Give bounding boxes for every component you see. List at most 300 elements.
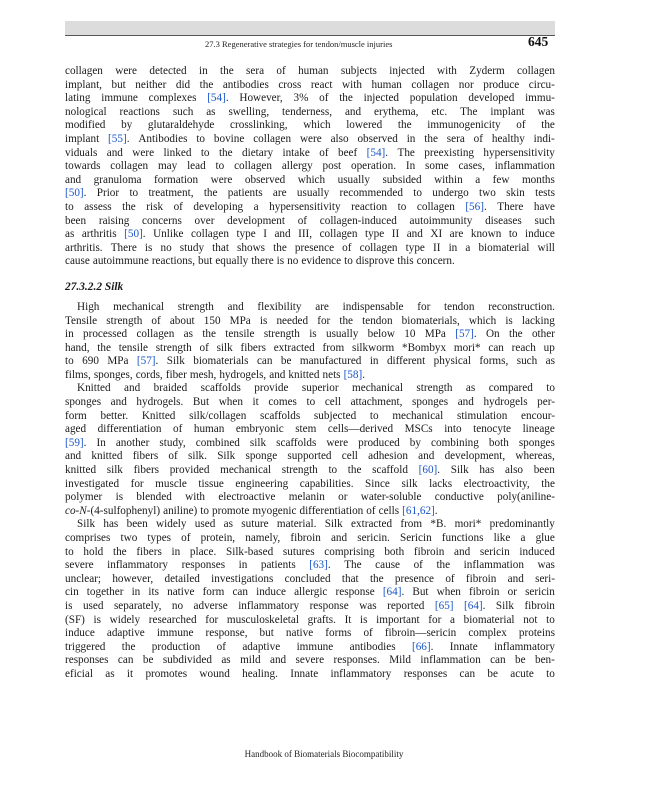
word: of: [173, 200, 183, 213]
body-text: [65, 65, 555, 682]
word: mechanical: [113, 300, 165, 313]
word: conductive: [434, 491, 484, 504]
word: were: [115, 65, 137, 77]
word: its: [148, 586, 159, 599]
word: electroactivity,: [463, 477, 530, 490]
word: It: [344, 613, 352, 626]
word: muscle: [155, 477, 187, 490]
word: of: [342, 241, 352, 254]
word: material.: [276, 518, 317, 531]
word: collagen: [319, 228, 358, 241]
word: induce: [525, 228, 555, 241]
word: months: [521, 173, 555, 186]
citation-link[interactable]: [63]: [309, 559, 328, 572]
word: the: [220, 65, 234, 77]
word: Since: [365, 477, 390, 490]
word: polymer: [65, 491, 103, 504]
word: mori*: [454, 518, 482, 531]
word: 10: [404, 328, 416, 341]
word: sericin.: [357, 532, 390, 544]
word: strength: [263, 328, 300, 341]
text-line: [65, 382, 555, 396]
word: which: [303, 119, 331, 132]
word: to: [397, 200, 407, 213]
word: autoimmunity: [409, 214, 473, 227]
word: MSCs: [404, 423, 433, 436]
word: collagen: [411, 78, 450, 91]
word: detected: [149, 65, 187, 77]
word: [54].: [207, 92, 229, 105]
word: scaffold: [372, 464, 408, 477]
word: widely: [156, 518, 187, 531]
word: modified: [65, 119, 106, 132]
word: type: [364, 228, 385, 241]
word: sericin: [479, 545, 510, 558]
word: can: [232, 586, 248, 599]
word: there: [251, 255, 274, 268]
word: ben-: [535, 654, 555, 667]
text-line: [65, 654, 555, 668]
word: knitted: [65, 464, 97, 477]
word: glutaraldehyde: [147, 119, 215, 132]
word: extracted: [351, 518, 393, 531]
citation-link[interactable]: [50]: [65, 187, 84, 200]
word: has: [103, 518, 119, 531]
word: as: [545, 355, 555, 368]
word: [54].: [366, 146, 389, 159]
word: silk: [249, 436, 267, 449]
word: it: [126, 667, 134, 680]
text-line: [65, 546, 555, 560]
word: investigations: [211, 572, 274, 585]
word: 3%: [293, 92, 309, 105]
word: II: [391, 228, 400, 241]
citation-link[interactable]: [58]: [343, 368, 363, 381]
word: also: [330, 132, 349, 145]
word: seri-: [535, 572, 555, 585]
word: 150: [203, 314, 221, 327]
word: can: [459, 667, 476, 680]
word: equally: [215, 255, 249, 268]
word: the: [112, 545, 127, 558]
text-line: [65, 315, 555, 329]
word: to: [65, 200, 74, 213]
word: sutures: [282, 545, 315, 558]
word: severe: [295, 654, 325, 667]
word: musculoskeletal: [226, 613, 299, 626]
word: collagen: [136, 328, 175, 341]
word: was: [537, 105, 555, 118]
word: whereas,: [515, 450, 555, 463]
word: presence: [294, 241, 335, 254]
word: tenocyte: [473, 423, 512, 436]
word: to: [306, 396, 316, 409]
word: attachment,: [350, 396, 403, 409]
word: strength: [106, 314, 143, 327]
citation-link[interactable]: [50]: [124, 228, 143, 241]
word: [60].: [418, 464, 441, 477]
word: in: [198, 65, 208, 77]
citation-link[interactable]: [56]: [465, 200, 484, 213]
word: inflammation: [494, 160, 555, 173]
word: usually: [325, 328, 359, 341]
word: sponges: [518, 436, 555, 449]
word: healing.: [242, 667, 278, 680]
word: There: [497, 200, 524, 213]
word: autoimmune: [92, 255, 149, 268]
citation-link[interactable]: [54]: [207, 92, 226, 105]
word: different: [386, 355, 426, 368]
word: the: [339, 92, 353, 105]
word: the: [339, 314, 354, 327]
word: water-soluble: [360, 491, 422, 504]
word: as: [65, 228, 75, 241]
word: promote: [212, 504, 250, 517]
word: predominantly: [489, 518, 555, 531]
citation-link[interactable]: [57]: [136, 355, 156, 368]
word: hydrogels: [483, 396, 528, 409]
word: aniline): [163, 504, 198, 517]
word: biomaterial: [478, 241, 530, 254]
word: superior: [301, 382, 339, 395]
word: are: [449, 228, 464, 241]
word: tendon: [362, 314, 393, 327]
word: researched: [148, 613, 197, 626]
word: blended: [136, 491, 172, 504]
word: However,: [239, 92, 283, 105]
word: as: [183, 328, 193, 341]
word: by: [409, 436, 421, 449]
word: in: [448, 241, 458, 254]
word: known: [470, 228, 502, 241]
word: implant,: [65, 78, 102, 91]
word: lacking: [521, 314, 555, 327]
word: few: [492, 173, 510, 186]
word: responses: [65, 654, 109, 667]
word: in: [171, 545, 181, 558]
header-rule: [65, 35, 555, 36]
word: sponges: [65, 396, 102, 409]
word: and: [274, 228, 291, 241]
word: [56].: [465, 200, 487, 213]
word: *B.: [430, 518, 447, 531]
word: silk/collagen: [189, 409, 247, 422]
word: acute: [510, 667, 534, 680]
word: forms: [325, 627, 352, 640]
text-line: [65, 79, 555, 93]
text-line: [65, 228, 555, 242]
word: form: [202, 586, 225, 599]
word: arthritis.: [65, 241, 103, 254]
citation-link[interactable]: [66]: [411, 640, 431, 653]
word: complex: [468, 627, 507, 640]
word: for: [417, 300, 431, 313]
word: fibroin: [413, 545, 445, 558]
word: with: [342, 78, 362, 91]
word: in: [238, 559, 248, 572]
text-line: [65, 65, 555, 79]
word: this: [397, 255, 414, 268]
word: are: [315, 300, 329, 313]
citation-link[interactable]: [64]: [382, 586, 402, 599]
word: Silk: [450, 464, 469, 477]
word: can: [117, 654, 134, 667]
word: mori*: [453, 341, 481, 354]
word: needed: [276, 314, 309, 327]
word: hypersensitivity: [269, 200, 341, 213]
word: sericin: [525, 586, 555, 599]
citation-link[interactable]: [60]: [418, 464, 438, 477]
word: below: [367, 328, 395, 341]
word: some: [425, 160, 449, 173]
word: when: [218, 396, 243, 409]
word: braided: [153, 382, 188, 395]
word: [58].: [343, 368, 365, 381]
word: skin: [506, 187, 525, 200]
word: 690: [82, 355, 99, 368]
citation-link[interactable]: [57]: [455, 328, 474, 341]
word: cause: [375, 559, 401, 572]
word: XI: [430, 228, 443, 241]
word: collagen: [517, 65, 555, 77]
text-line: [65, 600, 555, 614]
text-line: [65, 92, 555, 106]
word: the: [424, 132, 438, 145]
word: up: [543, 341, 555, 354]
text-line: [65, 119, 555, 133]
word: fibroin: [290, 532, 321, 544]
text-line: [65, 450, 555, 464]
word: encour-: [521, 409, 555, 422]
word: scaffolds: [200, 382, 241, 395]
word: investigated: [65, 477, 120, 490]
text-line: [65, 627, 555, 641]
word: such: [172, 105, 194, 118]
word: biomaterial: [463, 613, 515, 626]
word: indi-: [533, 132, 555, 145]
word: population: [409, 92, 458, 105]
word: films,: [65, 368, 91, 381]
citation-link[interactable]: [59]: [65, 436, 84, 449]
word: a: [465, 241, 471, 254]
word: is: [93, 613, 102, 626]
word: scaffolds: [260, 409, 301, 422]
text-line: [65, 437, 555, 451]
word: for: [130, 477, 144, 490]
word: of: [297, 214, 308, 227]
word: used: [82, 599, 104, 612]
word: response: [309, 599, 349, 612]
word: to: [200, 504, 209, 517]
word: [66].: [411, 640, 434, 653]
word: reported: [387, 599, 425, 612]
word: not: [523, 613, 538, 626]
word: Silk: [324, 518, 343, 531]
word: the: [121, 640, 136, 653]
word: a: [449, 613, 455, 626]
word: lineage: [522, 423, 555, 436]
word: processed: [83, 328, 128, 341]
word: inflammation: [420, 654, 481, 667]
word: co-N-(4-sulfophenyl): [65, 504, 161, 517]
word: of: [172, 423, 183, 436]
word: can: [488, 341, 504, 354]
word: induce: [256, 586, 286, 599]
word: physical: [433, 355, 471, 368]
word: flexibility: [257, 300, 302, 313]
word: silk: [106, 464, 123, 477]
word: in: [131, 586, 141, 599]
word: the: [218, 146, 233, 159]
word: will: [537, 241, 555, 254]
word: Knitted: [77, 382, 111, 395]
text-line: [65, 147, 555, 161]
word: tensile: [118, 341, 148, 354]
word: and: [106, 146, 123, 159]
word: silk: [401, 477, 418, 490]
word: [50].: [124, 228, 146, 241]
word: High: [77, 300, 100, 313]
text-line: [65, 396, 555, 410]
word: tensile: [225, 328, 255, 341]
word: reconstruction.: [488, 300, 555, 313]
text-line: [65, 355, 555, 369]
word: MPa: [107, 355, 129, 368]
word: per-: [537, 396, 555, 409]
word: viduals: [65, 146, 98, 159]
word: III,: [298, 228, 313, 241]
word: knitted: [288, 368, 320, 381]
paragraph-2: [65, 301, 555, 383]
word: neither: [135, 78, 167, 91]
word: adaptive: [242, 640, 281, 653]
word: comprising: [324, 545, 375, 558]
word: is: [259, 314, 268, 327]
word: no: [171, 599, 184, 612]
word: evidence: [301, 255, 342, 268]
word: silkworm: [351, 341, 395, 354]
word: and: [457, 396, 474, 409]
word: over: [194, 214, 215, 227]
word: reaction: [351, 200, 388, 213]
word: also: [505, 464, 524, 477]
word: sera: [446, 132, 465, 145]
word: to: [200, 146, 210, 159]
word: cause: [65, 255, 90, 268]
header-band: [65, 21, 555, 35]
word: developed: [468, 92, 515, 105]
word: be: [280, 355, 292, 368]
word: the: [97, 341, 111, 354]
word: myogenic: [252, 504, 297, 517]
text-line: [65, 201, 555, 215]
word: human: [371, 78, 402, 91]
word: operation.: [350, 160, 397, 173]
word: response: [335, 586, 375, 599]
text-line: [65, 328, 555, 342]
citation-link[interactable]: [64]: [464, 599, 483, 612]
citation-link[interactable]: [65]: [434, 599, 454, 612]
word: electroactive: [218, 491, 276, 504]
word: sponges,: [93, 368, 133, 381]
word: complexes: [148, 92, 197, 105]
word: and: [269, 654, 287, 667]
text-line: [65, 106, 555, 120]
citation-link[interactable]: [54]: [366, 146, 386, 159]
word: the: [202, 328, 216, 341]
word: for: [317, 314, 331, 327]
word: collagen: [110, 160, 149, 173]
footer-book-title: Handbook of Biomaterials Biocompatibility: [244, 749, 404, 759]
word: combining: [431, 436, 479, 449]
word: raising: [98, 214, 130, 227]
word: granuloma: [93, 173, 142, 186]
word: sponge: [245, 450, 278, 463]
word: assess: [84, 200, 112, 213]
word: about: [169, 314, 195, 327]
word: human: [298, 65, 329, 77]
word: immunogenicity: [427, 119, 501, 132]
word: was: [359, 599, 377, 612]
word: mild: [240, 654, 261, 667]
word: together: [86, 586, 124, 599]
word: [64].: [464, 599, 486, 612]
word: no: [287, 255, 299, 268]
word: antibodies: [349, 640, 396, 653]
word: of: [413, 559, 423, 572]
word: cells: [378, 504, 400, 517]
word: types: [147, 532, 172, 544]
word: the: [508, 328, 523, 341]
word: type: [236, 228, 256, 241]
word: collagen-induced: [319, 214, 397, 227]
text-line: [65, 174, 555, 188]
citation-link[interactable]: [55]: [108, 132, 127, 145]
word: adverse: [193, 599, 228, 612]
word: engineering: [235, 477, 289, 490]
word: induce: [65, 627, 95, 640]
text-line: [65, 668, 555, 682]
word: been: [126, 518, 148, 531]
word: both: [384, 545, 405, 558]
word: and: [269, 368, 286, 381]
text-line: [65, 301, 555, 315]
word: used: [194, 518, 216, 531]
word: and: [406, 228, 423, 241]
word: biomaterials: [193, 355, 249, 368]
word: The: [344, 559, 362, 572]
citation-link[interactable]: [61,62]: [402, 504, 435, 517]
word: is: [360, 613, 368, 626]
paragraph-3: [65, 382, 555, 518]
word: Silk: [217, 450, 236, 463]
word: disprove: [355, 255, 395, 268]
word: responses: [181, 559, 226, 572]
word: capabilities.: [299, 477, 354, 490]
text-line: [65, 410, 555, 424]
word: is: [505, 314, 513, 327]
word: of: [319, 92, 329, 105]
word: cords,: [135, 368, 163, 381]
word: or: [507, 586, 517, 599]
word: but: [259, 627, 274, 640]
word: dietary: [242, 146, 274, 159]
word: of: [151, 314, 161, 327]
word: to: [196, 132, 206, 145]
word: allergy: [281, 160, 313, 173]
word: biomaterials,: [401, 314, 460, 327]
word: Innate: [449, 640, 478, 653]
